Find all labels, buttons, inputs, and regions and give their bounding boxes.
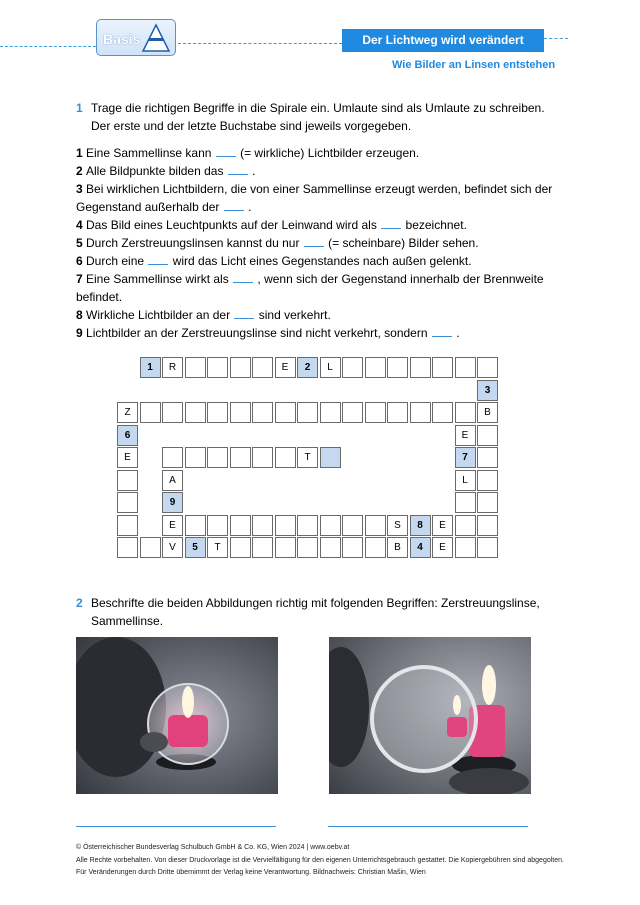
clue-number-cell: 4 (410, 537, 431, 558)
clue-text-after: wird das Licht eines Gegenstandes nach außen gelenkt. (169, 254, 472, 268)
clue-5 (76, 234, 566, 252)
letter-cell[interactable] (117, 515, 138, 536)
clue-text-after: . (248, 164, 256, 178)
letter-cell[interactable] (320, 402, 341, 423)
footer-copyright: © Österreichischer Bundesverlag Schulbuch GmbH & Co. KG, Wien 2024 | www.oebv.at (76, 844, 350, 851)
letter-cell[interactable] (297, 402, 318, 423)
footer-rights: Alle Rechte vorbehalten. Von dieser Druckvorlage ist die Vervielfältigung für den eigenen Unterrichtsgebrauch gestattet. Die Kopiergebühren sind abgegolten. (76, 857, 564, 864)
letter-cell[interactable] (297, 537, 318, 558)
letter-cell[interactable] (477, 425, 498, 446)
letter-cell[interactable] (455, 492, 476, 513)
header-rule-right (544, 38, 568, 39)
clue-number: 8 (76, 308, 87, 322)
clue-number-cell: 3 (477, 380, 498, 401)
letter-cell: E (432, 537, 453, 558)
answer-blank[interactable] (233, 271, 253, 283)
letter-cell[interactable] (207, 357, 228, 378)
letter-cell[interactable] (230, 537, 251, 558)
clue-number: 9 (76, 326, 87, 340)
letter-cell[interactable] (477, 492, 498, 513)
letter-cell[interactable] (185, 357, 206, 378)
letter-cell: T (297, 447, 318, 468)
letter-cell[interactable] (432, 357, 453, 378)
basis-logo (96, 19, 176, 56)
letter-cell[interactable] (230, 402, 251, 423)
letter-cell[interactable] (275, 447, 296, 468)
clue-number: 7 (76, 272, 87, 286)
answer-blank[interactable] (432, 325, 452, 337)
letter-cell[interactable] (410, 402, 431, 423)
clue-number: 5 (76, 236, 87, 250)
letter-cell[interactable] (185, 402, 206, 423)
worksheet-subtitle: Wie Bilder an Linsen entstehen (392, 59, 556, 71)
letter-cell[interactable] (185, 515, 206, 536)
letter-cell[interactable] (252, 515, 273, 536)
clue-text: Alle Bildpunkte bilden das (86, 164, 227, 178)
clue-6 (76, 252, 566, 270)
letter-cell[interactable] (477, 470, 498, 491)
letter-cell[interactable] (162, 402, 183, 423)
letter-cell[interactable] (207, 447, 228, 468)
letter-cell[interactable] (477, 447, 498, 468)
letter-cell: Z (117, 402, 138, 423)
photo-diverging-lens (329, 637, 531, 794)
letter-cell[interactable] (320, 515, 341, 536)
clue-7 (76, 270, 566, 306)
letter-cell[interactable] (455, 515, 476, 536)
letter-cell[interactable] (207, 515, 228, 536)
answer-blank[interactable] (381, 217, 401, 229)
clue-number-cell: 2 (297, 357, 318, 378)
answer-blank[interactable] (216, 145, 236, 157)
answer-blank[interactable] (304, 235, 324, 247)
letter-cell: E (275, 357, 296, 378)
letter-cell[interactable] (455, 357, 476, 378)
clue-number: 1 (76, 146, 87, 160)
letter-cell[interactable] (320, 447, 341, 468)
answer-blank[interactable] (234, 307, 254, 319)
clue-number-cell: 1 (140, 357, 161, 378)
clue-text-after: . (244, 200, 252, 214)
clue-number: 3 (76, 182, 87, 196)
clue-2 (76, 162, 566, 180)
clue-8 (76, 306, 566, 324)
letter-cell[interactable] (477, 537, 498, 558)
clue-text-after: bezeichnet. (402, 218, 467, 232)
letter-cell[interactable] (365, 402, 386, 423)
letter-cell: L (455, 470, 476, 491)
clue-text: Eine Sammellinse wirkt als (86, 272, 233, 286)
letter-cell[interactable] (117, 470, 138, 491)
letter-cell[interactable] (275, 537, 296, 558)
letter-cell[interactable] (275, 515, 296, 536)
clue-text-after: sind verkehrt. (255, 308, 331, 322)
letter-cell[interactable] (252, 357, 273, 378)
clue-text: Wirkliche Lichtbilder an der (86, 308, 234, 322)
letter-cell[interactable] (275, 402, 296, 423)
letter-cell[interactable] (185, 447, 206, 468)
letter-cell: V (162, 537, 183, 558)
letter-cell: E (455, 425, 476, 446)
task-2-number: 2 (76, 596, 83, 610)
letter-cell[interactable] (365, 357, 386, 378)
clue-number: 4 (76, 218, 87, 232)
header-rule-left (0, 46, 96, 47)
letter-cell[interactable] (140, 402, 161, 423)
task-1-text: Trage die richtigen Begriffe in die Spirale ein. Umlaute sind als Umlaute zu schreiben. Der erste und der letzte Buchstabe sind jeweils vorgegeben. (91, 101, 545, 133)
clue-1 (76, 144, 566, 162)
letter-cell[interactable] (365, 537, 386, 558)
letter-cell: B (477, 402, 498, 423)
clue-number-cell: 9 (162, 492, 183, 513)
worksheet-title: Der Lichtweg wird verändert (342, 29, 544, 52)
letter-cell[interactable] (252, 402, 273, 423)
letter-cell[interactable] (342, 515, 363, 536)
letter-cell[interactable] (387, 357, 408, 378)
letter-cell[interactable] (365, 515, 386, 536)
letter-cell[interactable] (117, 492, 138, 513)
letter-cell[interactable] (252, 537, 273, 558)
clue-text: Das Bild eines Leuchtpunkts auf der Leinwand wird als (86, 218, 381, 232)
answer-line-right[interactable] (328, 826, 528, 827)
photo-converging-lens (76, 637, 278, 794)
answer-blank[interactable] (228, 163, 248, 175)
letter-cell: E (432, 515, 453, 536)
clue-9 (76, 324, 566, 342)
letter-cell[interactable] (162, 447, 183, 468)
letter-cell[interactable] (207, 402, 228, 423)
clue-text-after: , wenn sich der Gegenstand innerhalb der Brennweite befindet. (76, 272, 544, 304)
task-2-text: Beschrifte die beiden Abbildungen richtig mit folgenden Begriffen: Zerstreuungslinse, Sammellinse. (91, 596, 540, 628)
letter-cell: R (162, 357, 183, 378)
clue-number: 2 (76, 164, 87, 178)
letter-cell[interactable] (230, 447, 251, 468)
clue-text-after: (= wirkliche) Lichtbilder erzeugen. (236, 146, 420, 160)
clue-3 (76, 180, 566, 216)
letter-cell[interactable] (387, 402, 408, 423)
clue-text: Durch Zerstreuungslinsen kannst du nur (86, 236, 303, 250)
letter-cell[interactable] (477, 515, 498, 536)
clue-number-cell: 6 (117, 425, 138, 446)
letter-cell[interactable] (320, 537, 341, 558)
clue-text: Durch eine (86, 254, 148, 268)
answer-blank[interactable] (148, 253, 168, 265)
answer-blank[interactable] (224, 199, 244, 211)
logo-text: Basis (103, 31, 141, 47)
letter-cell[interactable] (342, 402, 363, 423)
letter-cell[interactable] (230, 357, 251, 378)
letter-cell[interactable] (410, 357, 431, 378)
letter-cell[interactable] (477, 357, 498, 378)
letter-cell[interactable] (342, 357, 363, 378)
letter-cell: L (320, 357, 341, 378)
letter-cell: E (117, 447, 138, 468)
letter-cell: S (387, 515, 408, 536)
task-1-number: 1 (76, 101, 83, 115)
letter-cell[interactable] (455, 537, 476, 558)
letter-cell[interactable] (432, 402, 453, 423)
clue-number-cell: 5 (185, 537, 206, 558)
letter-cell[interactable] (140, 537, 161, 558)
letter-cell[interactable] (455, 402, 476, 423)
letter-cell: B (387, 537, 408, 558)
clue-text-after: . (452, 326, 460, 340)
letter-cell[interactable] (252, 447, 273, 468)
clue-number: 6 (76, 254, 87, 268)
letter-cell: T (207, 537, 228, 558)
clue-number-cell: 7 (455, 447, 476, 468)
triangle-logo-icon (141, 23, 171, 53)
letter-cell[interactable] (297, 515, 318, 536)
clue-text: Eine Sammellinse kann (86, 146, 215, 160)
letter-cell: A (162, 470, 183, 491)
clue-number-cell: 8 (410, 515, 431, 536)
answer-line-left[interactable] (76, 826, 276, 827)
header-rule-middle (178, 43, 342, 44)
clue-text: Bei wirklichen Lichtbildern, die von einer Sammellinse erzeugt werden, befindet sich der Gegenstand außerhalb der (76, 182, 553, 214)
letter-cell: E (162, 515, 183, 536)
footer-disclaimer: Für Veränderungen durch Dritte übernimmt der Verlag keine Verantwortung. Bildnachweis: Christian Mašin, Wien (76, 869, 426, 876)
letter-cell[interactable] (342, 537, 363, 558)
clue-4 (76, 216, 566, 234)
letter-cell[interactable] (117, 537, 138, 558)
clue-text: Lichtbilder an der Zerstreuungslinse sind nicht verkehrt, sondern (86, 326, 431, 340)
letter-cell[interactable] (230, 515, 251, 536)
clue-text-after: (= scheinbare) Bilder sehen. (324, 236, 479, 250)
